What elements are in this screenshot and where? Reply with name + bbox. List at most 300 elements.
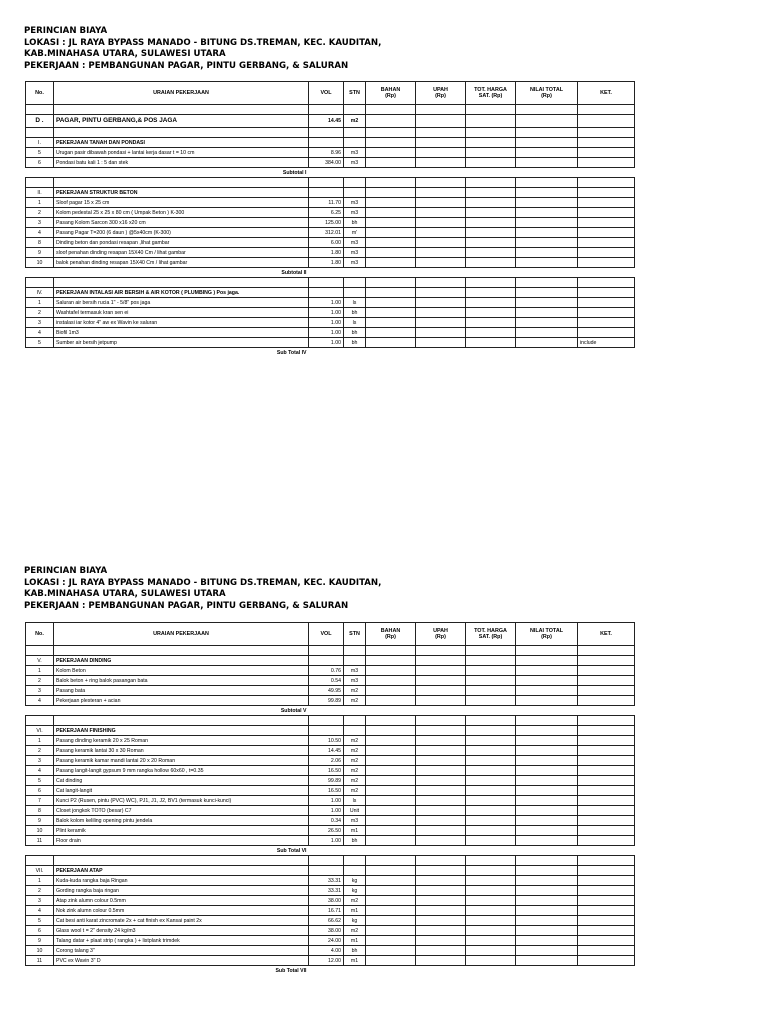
section-d-vol: 14.45 (309, 115, 344, 128)
item-stn: bh (344, 308, 366, 318)
col-tot-harga: TOT. HARGA SAT. (Rp) (466, 82, 516, 105)
item-desc: Glass wool t = 2" density 24 kg/m3 (54, 926, 309, 936)
item-vol: 4.00 (309, 946, 344, 956)
item-desc: Pekerjaan plesteran + acian (54, 696, 309, 706)
item-desc: instalasi iar kotor 4" aw ex Wavin ke saluran (54, 318, 309, 328)
item-stn: ls (344, 318, 366, 328)
item-stn: m2 (344, 746, 366, 756)
item-vol: 10.50 (309, 736, 344, 746)
item-row (26, 746, 635, 756)
item-vol: 66.62 (309, 916, 344, 926)
item-row (26, 238, 635, 248)
group-header-row (26, 138, 635, 148)
col-stn: STN (344, 623, 366, 646)
subtotal-row (26, 966, 635, 976)
group-header-row (26, 726, 635, 736)
item-ket (578, 218, 635, 228)
item-ket (578, 956, 635, 966)
col-nilai-total: NILAI TOTAL (Rp) (516, 623, 578, 646)
item-row (26, 736, 635, 746)
item-ket (578, 308, 635, 318)
item-stn: m1 (344, 936, 366, 946)
location-line-2: KAB.MINAHASA UTARA, SULAWESI UTARA (24, 589, 226, 599)
subtotal-label: Sub Total VII (275, 967, 307, 974)
col-ket: KET. (578, 82, 635, 105)
item-row (26, 926, 635, 936)
item-no: 8 (26, 806, 54, 816)
item-ket (578, 666, 635, 676)
item-row (26, 686, 635, 696)
item-row (26, 886, 635, 896)
item-row (26, 208, 635, 218)
group-header-row (26, 188, 635, 198)
doc-title: PERINCIAN BIAYA (24, 26, 108, 36)
col-uraian: URAIAN PEKERJAAN (54, 82, 309, 105)
subtotal-row (26, 348, 635, 358)
item-vol: 16.71 (309, 906, 344, 916)
item-row (26, 318, 635, 328)
group-no: V. (26, 656, 54, 666)
item-desc: balok penahan dinding resapan 15X40 Cm / lihat gambar (54, 258, 309, 268)
item-no: 4 (26, 766, 54, 776)
item-vol: 1.00 (309, 338, 344, 348)
item-no: 6 (26, 158, 54, 168)
item-no: 1 (26, 736, 54, 746)
item-desc: Plint keramik (54, 826, 309, 836)
item-stn: m2 (344, 896, 366, 906)
item-no: 3 (26, 318, 54, 328)
item-ket (578, 208, 635, 218)
item-desc: Pondasi batu kali 1 : 5 dan stek (54, 158, 309, 168)
item-stn: m3 (344, 208, 366, 218)
group-no: VI. (26, 726, 54, 736)
col-bahan: BAHAN (Rp) (366, 623, 416, 646)
item-ket (578, 886, 635, 896)
item-desc: Dinding beton dan pondasi resapan ,lihat gambar (54, 238, 309, 248)
item-stn: m2 (344, 786, 366, 796)
item-desc: PVC ex Wavin 3" D (54, 956, 309, 966)
item-desc: Kunci P2 (Rusen, pintu (PVC) WC), PJ1, J1, J2, BV1 (termasuk kunci-kunci) (54, 796, 309, 806)
item-vol: 24.00 (309, 936, 344, 946)
item-desc: Balok kolom keliling opening pintu jendela (54, 816, 309, 826)
item-row (26, 946, 635, 956)
item-no: 3 (26, 218, 54, 228)
item-desc: Corong talang 3" (54, 946, 309, 956)
item-ket (578, 836, 635, 846)
item-ket (578, 896, 635, 906)
item-row (26, 776, 635, 786)
item-row (26, 806, 635, 816)
item-vol: 1.80 (309, 248, 344, 258)
item-row (26, 228, 635, 238)
item-desc: Washtafel termasuk kran sen ei (54, 308, 309, 318)
item-no: 6 (26, 786, 54, 796)
item-no: 5 (26, 776, 54, 786)
item-vol: 125.00 (309, 218, 344, 228)
subtotal-row (26, 846, 635, 856)
blank-row (26, 178, 635, 188)
item-stn: bh (344, 946, 366, 956)
col-vol: VOL (309, 82, 344, 105)
col-tot-harga: TOT. HARGA SAT. (Rp) (466, 623, 516, 646)
item-ket (578, 318, 635, 328)
item-row (26, 906, 635, 916)
item-row (26, 338, 635, 348)
item-no: 4 (26, 696, 54, 706)
work-title: PEKERJAAN : PEMBANGUNAN PAGAR, PINTU GERBANG, & SALURAN (24, 600, 349, 611)
item-desc: Atap zink alumn colour 0.5mm (54, 896, 309, 906)
item-stn: m2 (344, 686, 366, 696)
item-stn: bh (344, 836, 366, 846)
item-stn: m3 (344, 676, 366, 686)
item-row (26, 676, 635, 686)
blank-row (26, 856, 635, 866)
item-row (26, 936, 635, 946)
item-no: 2 (26, 746, 54, 756)
group-title: PEKERJAAN DINDING (54, 656, 309, 666)
item-desc: Pasang dinding keramik 20 x 25 Roman (54, 736, 309, 746)
group-title: PEKERJAAN TANAH DAN PONDASI (54, 138, 309, 148)
item-no: 5 (26, 338, 54, 348)
item-row (26, 148, 635, 158)
item-vol: 1.00 (309, 836, 344, 846)
item-vol: 14.45 (309, 746, 344, 756)
item-ket (578, 826, 635, 836)
item-ket (578, 298, 635, 308)
item-no: 10 (26, 946, 54, 956)
item-row (26, 328, 635, 338)
item-stn: m1 (344, 906, 366, 916)
table-header (26, 82, 635, 105)
item-no: 3 (26, 756, 54, 766)
item-desc: Gording rangka baja ringan (54, 886, 309, 896)
work-title: PEKERJAAN : PEMBANGUNAN PAGAR, PINTU GERBANG, & SALURAN (24, 60, 349, 71)
item-row (26, 666, 635, 676)
item-stn: bh (344, 328, 366, 338)
item-ket (578, 198, 635, 208)
item-no: 3 (26, 686, 54, 696)
item-row (26, 756, 635, 766)
group-header-row (26, 288, 635, 298)
item-row (26, 816, 635, 826)
item-no: 11 (26, 956, 54, 966)
item-desc: Pasang Pagar T=200 (6 daun ) @5x40cm (K-300) (54, 228, 309, 238)
col-upah: UPAH (Rp) (416, 623, 466, 646)
section-d-row (26, 115, 635, 128)
item-row (26, 876, 635, 886)
col-uraian: URAIAN PEKERJAAN (54, 623, 309, 646)
item-desc: Pasang bata (54, 686, 309, 696)
item-stn: m1 (344, 826, 366, 836)
item-no: 2 (26, 308, 54, 318)
item-ket (578, 876, 635, 886)
item-stn: m2 (344, 736, 366, 746)
item-vol: 8.96 (309, 148, 344, 158)
item-stn: m3 (344, 248, 366, 258)
item-ket (578, 816, 635, 826)
item-no: 4 (26, 328, 54, 338)
item-vol: 33.31 (309, 876, 344, 886)
item-ket (578, 746, 635, 756)
col-no: No. (26, 82, 54, 105)
blank-row (26, 278, 635, 288)
item-row (26, 916, 635, 926)
item-desc: Sumber air bersih jetpump (54, 338, 309, 348)
page2-heading (24, 566, 381, 612)
item-ket (578, 766, 635, 776)
item-row (26, 786, 635, 796)
blank-row (26, 646, 635, 656)
group-no: IV. (26, 288, 54, 298)
item-desc: Kolom Beton (54, 666, 309, 676)
item-ket (578, 676, 635, 686)
item-ket (578, 946, 635, 956)
item-vol: 49.95 (309, 686, 344, 696)
item-no: 2 (26, 886, 54, 896)
item-ket (578, 806, 635, 816)
item-stn: m3 (344, 816, 366, 826)
item-ket (578, 228, 635, 238)
item-no: 5 (26, 148, 54, 158)
col-bahan: BAHAN (Rp) (366, 82, 416, 105)
item-stn: m2 (344, 766, 366, 776)
item-stn: m3 (344, 198, 366, 208)
item-desc: Saluran air bersih rucia 1" - 5/8" pos jaga (54, 298, 309, 308)
item-row (26, 248, 635, 258)
item-ket (578, 248, 635, 258)
item-desc: Pasang Kolom Sarcon 300 x16 x20 cm (54, 218, 309, 228)
group-title: PEKERJAAN FINISHING (54, 726, 309, 736)
item-stn: m3 (344, 666, 366, 676)
item-vol: 0.76 (309, 666, 344, 676)
location-line-1: LOKASI : JL RAYA BYPASS MANADO - BITUNG DS.TREMAN, KEC. KAUDITAN, (24, 577, 382, 588)
item-ket (578, 796, 635, 806)
item-no: 1 (26, 666, 54, 676)
item-no: 10 (26, 826, 54, 836)
col-upah: UPAH (Rp) (416, 82, 466, 105)
item-vol: 38.00 (309, 926, 344, 936)
item-stn: m3 (344, 148, 366, 158)
item-no: 2 (26, 676, 54, 686)
item-desc: Floor drain (54, 836, 309, 846)
doc-title: PERINCIAN BIAYA (24, 566, 108, 576)
item-stn: kg (344, 916, 366, 926)
subtotal-row (26, 706, 635, 716)
item-vol: 99.89 (309, 776, 344, 786)
page1-heading (24, 26, 381, 72)
item-desc: Closet jongkok TOTO (besar) C7 (54, 806, 309, 816)
item-ket (578, 736, 635, 746)
group-no: I. (26, 138, 54, 148)
item-ket (578, 258, 635, 268)
item-row (26, 956, 635, 966)
item-vol: 11.70 (309, 198, 344, 208)
item-no: 4 (26, 228, 54, 238)
group-title: PEKERJAAN ATAP (54, 866, 309, 876)
section-d-no: D . (26, 115, 54, 128)
item-stn: m2 (344, 776, 366, 786)
item-vol: 1.00 (309, 298, 344, 308)
group-no: II. (26, 188, 54, 198)
item-vol: 0.54 (309, 676, 344, 686)
item-ket (578, 926, 635, 936)
item-row (26, 796, 635, 806)
col-stn: STN (344, 82, 366, 105)
item-no: 1 (26, 298, 54, 308)
item-ket (578, 756, 635, 766)
section-d-label: PAGAR, PINTU GERBANG,& POS JAGA (54, 115, 309, 128)
item-no: 9 (26, 248, 54, 258)
item-stn: m' (344, 228, 366, 238)
item-no: 4 (26, 906, 54, 916)
subtotal-label: Sub Total VI (276, 847, 307, 854)
item-ket (578, 786, 635, 796)
item-no: 3 (26, 896, 54, 906)
item-stn: ls (344, 796, 366, 806)
item-ket (578, 906, 635, 916)
item-vol: 1.00 (309, 308, 344, 318)
item-no: 7 (26, 796, 54, 806)
item-desc: Cat langit-langit (54, 786, 309, 796)
item-stn: kg (344, 886, 366, 896)
item-row (26, 308, 635, 318)
item-no: 8 (26, 238, 54, 248)
item-ket (578, 916, 635, 926)
item-stn: m1 (344, 956, 366, 966)
subtotal-label: Subtotal I (282, 169, 307, 176)
col-no: No. (26, 623, 54, 646)
item-row (26, 218, 635, 228)
item-stn: bh (344, 338, 366, 348)
item-stn: m3 (344, 258, 366, 268)
item-vol: 312.01 (309, 228, 344, 238)
section-d-stn: m2 (344, 115, 366, 128)
subtotal-row (26, 268, 635, 278)
item-stn: m2 (344, 926, 366, 936)
item-desc: Cat besi anti karat zincromate 2x + cat finish ex Kansai paint 2x (54, 916, 309, 926)
item-stn: bh (344, 218, 366, 228)
item-row (26, 826, 635, 836)
item-vol: 38.00 (309, 896, 344, 906)
item-ket (578, 936, 635, 946)
item-desc: Pasang keramik lantai 30 x 30 Roman (54, 746, 309, 756)
item-no: 11 (26, 836, 54, 846)
item-desc: Pasang langit-langit gypsum 9 mm rangka hollow 60x60 , t=0.35 (54, 766, 309, 776)
item-no: 6 (26, 926, 54, 936)
item-row (26, 158, 635, 168)
item-row (26, 198, 635, 208)
item-no: 5 (26, 916, 54, 926)
group-header-row (26, 656, 635, 666)
item-vol: 16.50 (309, 766, 344, 776)
item-vol: 0.34 (309, 816, 344, 826)
item-desc: Urugan pasir dibawah pondasi + lantai kerja dasar t = 10 cm (54, 148, 309, 158)
item-no: 10 (26, 258, 54, 268)
blank-row (26, 128, 635, 138)
item-ket (578, 328, 635, 338)
item-ket (578, 696, 635, 706)
group-header-row (26, 866, 635, 876)
item-no: 9 (26, 816, 54, 826)
item-vol: 384.00 (309, 158, 344, 168)
item-stn: m3 (344, 238, 366, 248)
item-stn: Unit (344, 806, 366, 816)
item-no: 2 (26, 208, 54, 218)
item-ket (578, 776, 635, 786)
item-desc: Pasang keramik kamar mandi lantai 20 x 20 Roman (54, 756, 309, 766)
item-desc: Talang datar + plaat strip ( rangka ) + listplank trimdek (54, 936, 309, 946)
group-no: VII. (26, 866, 54, 876)
cost-table-page1 (25, 81, 635, 357)
item-vol: 6.00 (309, 238, 344, 248)
subtotal-label: Subtotal V (280, 707, 307, 714)
item-desc: Nok zink alumn colour 0.5mm (54, 906, 309, 916)
item-vol: 26.50 (309, 826, 344, 836)
item-no: 1 (26, 198, 54, 208)
item-ket (578, 148, 635, 158)
item-desc: Kolom pedestal 25 x 25 x 80 cm ( Umpak Beton ) K-300 (54, 208, 309, 218)
item-vol: 2.06 (309, 756, 344, 766)
col-vol: VOL (309, 623, 344, 646)
col-nilai-total: NILAI TOTAL (Rp) (516, 82, 578, 105)
item-desc: Sloof pagar 15 x 25 cm (54, 198, 309, 208)
item-stn: m2 (344, 756, 366, 766)
location-line-2: KAB.MINAHASA UTARA, SULAWESI UTARA (24, 49, 226, 59)
item-vol: 1.00 (309, 806, 344, 816)
item-vol: 1.00 (309, 796, 344, 806)
item-row (26, 258, 635, 268)
item-ket (578, 158, 635, 168)
subtotal-label: Sub Total IV (276, 349, 307, 356)
item-ket: include (578, 338, 635, 348)
item-stn: m2 (344, 696, 366, 706)
blank-row (26, 716, 635, 726)
item-stn: ls (344, 298, 366, 308)
item-vol: 99.89 (309, 696, 344, 706)
item-vol: 16.50 (309, 786, 344, 796)
item-ket (578, 686, 635, 696)
table-header (26, 623, 635, 646)
item-stn: m3 (344, 158, 366, 168)
item-desc: Cat dinding (54, 776, 309, 786)
col-ket: KET. (578, 623, 635, 646)
item-row (26, 896, 635, 906)
item-desc: sloof penahan dinding resapan 15X40 Cm / lihat gambar (54, 248, 309, 258)
location-line-1: LOKASI : JL RAYA BYPASS MANADO - BITUNG DS.TREMAN, KEC. KAUDITAN, (24, 37, 382, 48)
item-vol: 1.00 (309, 318, 344, 328)
item-desc: Balok beton + ring balok pasangan bata (54, 676, 309, 686)
item-row (26, 766, 635, 776)
item-vol: 1.00 (309, 328, 344, 338)
item-vol: 33.31 (309, 886, 344, 896)
blank-row (26, 105, 635, 115)
group-title: PEKERJAAN INTALASI AIR BERSIH & AIR KOTOR ( PLUMBING ) Pos jaga. (54, 288, 309, 298)
item-row (26, 298, 635, 308)
subtotal-label: Subtotal II (281, 269, 307, 276)
item-desc: Kuda-kuda rangka baja Ringan (54, 876, 309, 886)
group-title: PEKERJAAN STRUKTUR BETON (54, 188, 309, 198)
item-row (26, 696, 635, 706)
subtotal-row (26, 168, 635, 178)
cost-table-page2 (25, 622, 635, 975)
item-no: 9 (26, 936, 54, 946)
item-vol: 12.00 (309, 956, 344, 966)
item-no: 1 (26, 876, 54, 886)
item-vol: 6.25 (309, 208, 344, 218)
item-ket (578, 238, 635, 248)
item-desc: Biofil 1m3 (54, 328, 309, 338)
item-row (26, 836, 635, 846)
